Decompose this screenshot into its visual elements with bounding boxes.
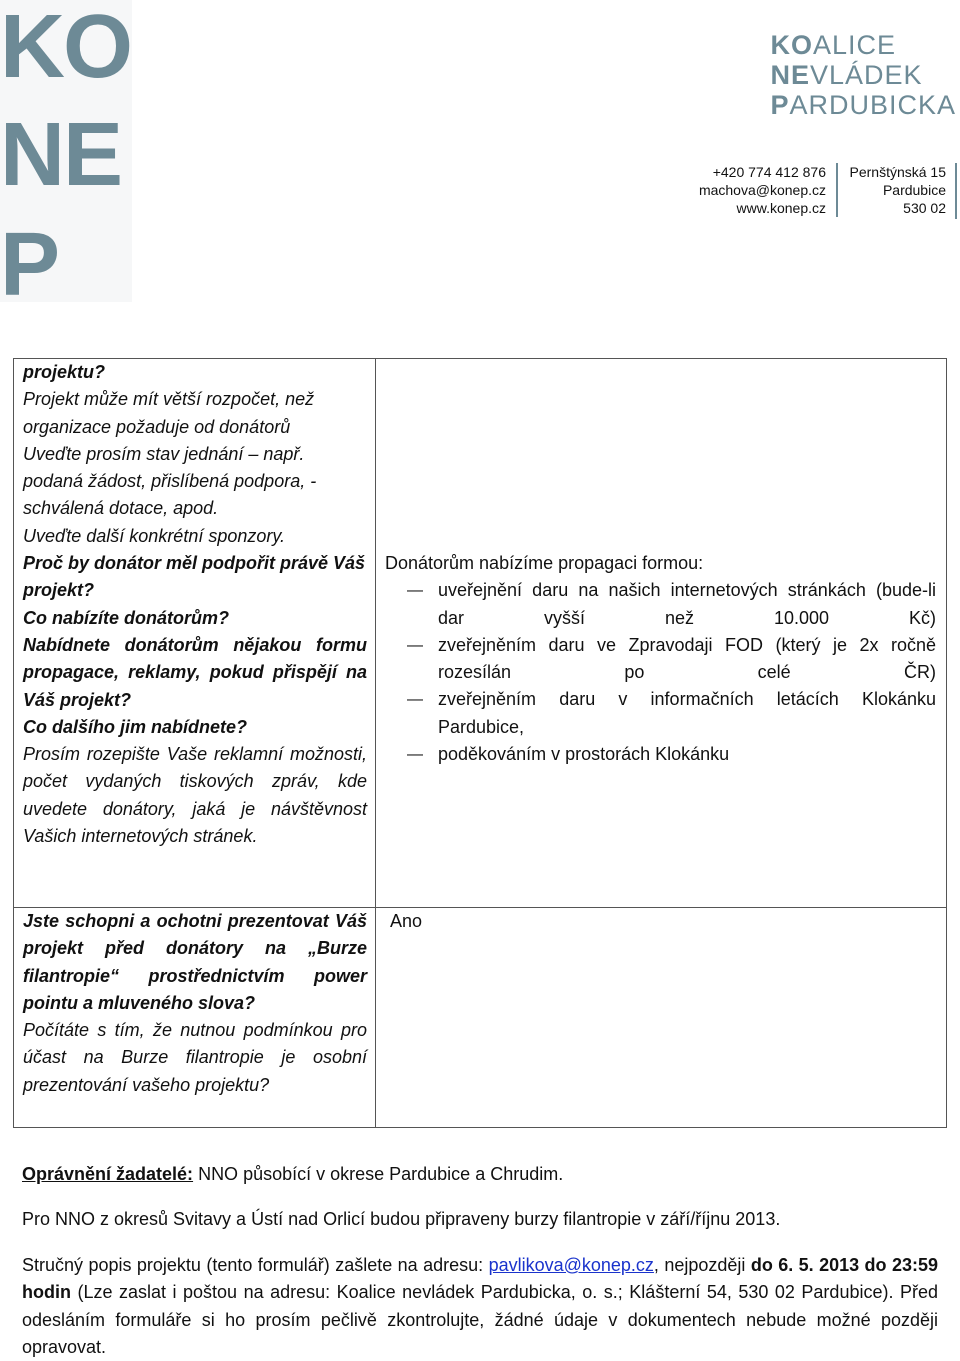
table-row (14, 908, 947, 1128)
question-cell (14, 359, 376, 908)
deadline: do 6. 5. 2013 do 23:59 hodin (22, 1255, 938, 1303)
question-cell (14, 908, 376, 1128)
website: www.konep.cz (736, 200, 826, 216)
address-street: Pernštýnská 15 (849, 164, 946, 180)
address-divider (955, 163, 957, 219)
konep-logo-large (0, 0, 132, 315)
logo-letters-ne: NE (0, 105, 122, 205)
question-text: Co nabízíte donátorům? (23, 607, 229, 628)
table-row (14, 359, 947, 908)
question-text: Co dalšího jim nabídnete? (23, 716, 248, 737)
contact-info (699, 163, 826, 217)
list-item: — uveřejnění daru na našich internetových stránkách (bude-li dar vyšší než 10.000 Kč) (385, 577, 936, 632)
note-text: Uveďte prosím stav jednání – např. podaná žádost, přislíbená podpora, - schválená dotace, apod. (23, 443, 317, 519)
answer-intro: Donátorům nabízíme propagaci formou: (385, 553, 704, 573)
phone-number: +420 774 412 876 (712, 164, 826, 180)
address-zip: 530 02 (903, 200, 946, 216)
promotion-list (385, 577, 936, 768)
org-name-line-3: PARDUBICKA (770, 90, 956, 120)
submission-instructions: Stručný popis projektu (tento formulář) zašlete na adresu: pavlikova@konep.cz, nejpozději do 6. 5. 2013 do 23:59 hodin (Lze zaslat i poštou na adresu: Koalice nevládek Pardubicka, o. s.; Klášterní 54, 530 02 Pardubice). Před odesláním formuláře si ho prosím pečlivě zkontrolujte, žádné údaje v dokumentech nebude možné později opravovat. (22, 1255, 938, 1357)
contact-email: machova@konep.cz (698, 182, 826, 198)
submission-email-link[interactable]: pavlikova@konep.cz (488, 1255, 654, 1275)
list-item: — poděkováním v prostorách Klokánku (385, 741, 936, 768)
note-text: Uveďte další konkrétní sponzory. (23, 525, 286, 546)
postal-address (836, 163, 948, 217)
note-text: Počítáte s tím, že nutnou podmínkou pro účast na Burze filantropie je osobní prezentování vašeho projektu? (23, 1020, 367, 1095)
logo-letters-ko: KO (0, 0, 131, 97)
question-text: Proč by donátor měl podpořit právě Váš projekt? (23, 553, 366, 601)
question-text: Jste schopni a ochotni prezentovat Váš projekt před donátory na „Burze filantropie“ prostřednictvím power pointu a mluveného slova? (23, 911, 367, 1013)
question-text: Nabídnete donátorům nějakou formu propagace, reklamy, pokud přispějí na Váš projekt? (23, 634, 367, 710)
logo-letters-p: P (0, 215, 59, 315)
list-item: — zveřejněním daru ve Zpravodaji FOD (který je 2x ročně rozesílán po celé ČR) (385, 632, 936, 687)
answer-cell (376, 359, 947, 908)
note-text: Prosím rozepište Vaše reklamní možnosti, počet vydaných tiskových zpráv, kde uvedete donátory, jaká je návštěvnost Vašich internetových stránek. (23, 744, 367, 847)
answer-cell (376, 908, 947, 1128)
eligible-label: Oprávnění žadatelé: (22, 1164, 194, 1184)
answer-text: Ano (390, 911, 423, 931)
list-item: — zveřejněním daru v informačních letácích Klokánku Pardubice, (385, 686, 936, 741)
eligible-text: NNO působící v okrese Pardubice a Chrudim. (193, 1164, 564, 1184)
question-text: projektu? (23, 362, 106, 382)
eligible-applicants (22, 1161, 938, 1188)
project-form-table (13, 358, 947, 1128)
other-districts-note: Pro NNO z okresů Svitavy a Ústí nad Orlicí budou připraveny burzy filantropie v září/říjnu 2013. (22, 1209, 781, 1229)
org-name-line-1: KOALICE (770, 30, 896, 60)
org-name-line-2: NEVLÁDEK (770, 60, 923, 90)
note-text: Projekt může mít větší rozpočet, než organizace požaduje od donátorů (23, 389, 315, 437)
address-city: Pardubice (882, 182, 946, 198)
org-name-logo (770, 30, 956, 120)
